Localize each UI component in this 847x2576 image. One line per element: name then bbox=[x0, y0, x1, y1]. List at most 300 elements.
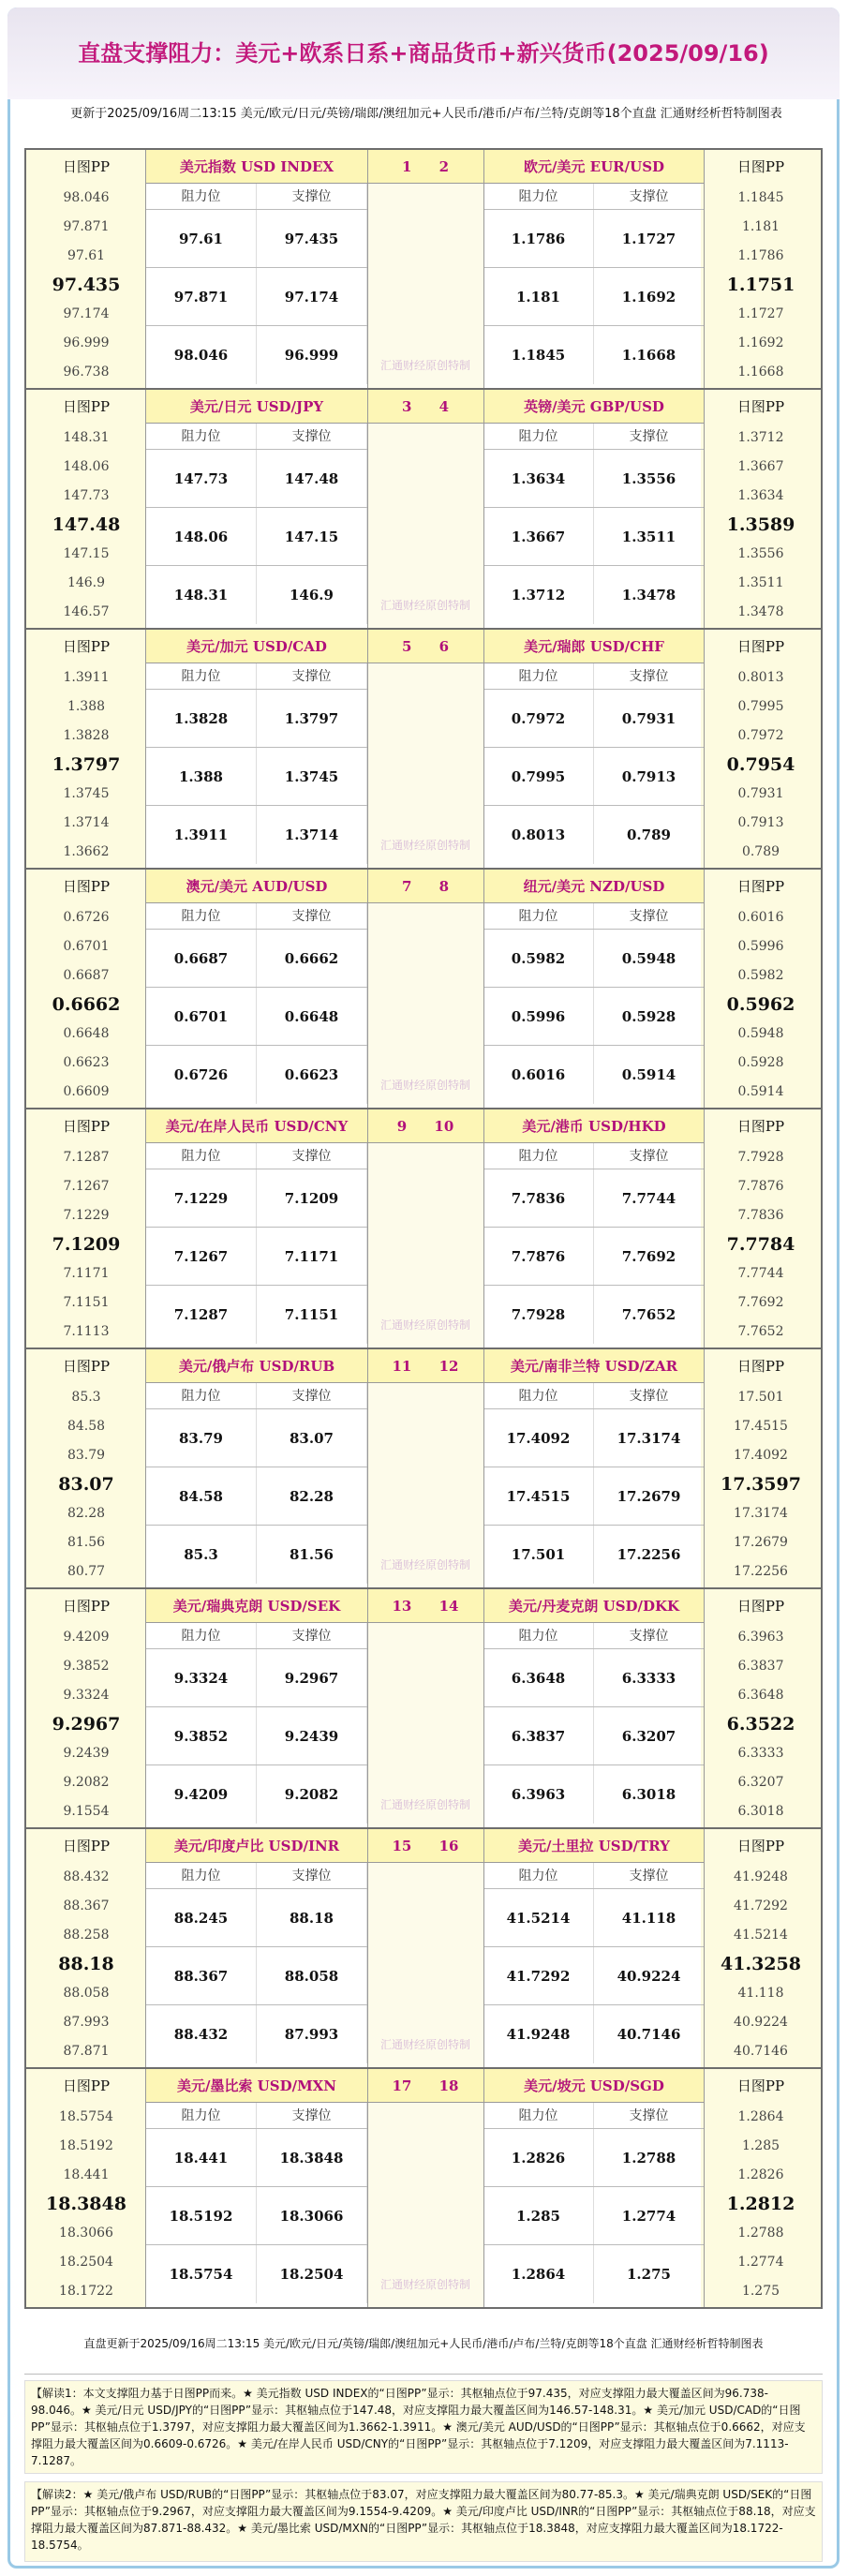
table-row bbox=[483, 930, 705, 988]
resistance-value: 0.7995 bbox=[483, 748, 594, 805]
resistance-header: 阻力位 bbox=[483, 424, 594, 449]
pair-title: 美元/坡元 USD/SGD bbox=[483, 2069, 705, 2103]
table-row bbox=[483, 1765, 705, 1824]
level-table bbox=[483, 663, 705, 864]
resistance-header: 阻力位 bbox=[483, 1383, 594, 1408]
pp-value: 80.77 bbox=[67, 1564, 106, 1579]
support-value: 0.6623 bbox=[257, 1046, 367, 1104]
divider bbox=[704, 870, 705, 1108]
support-value: 1.2788 bbox=[594, 2129, 705, 2186]
pp-value: 1.3511 bbox=[737, 575, 784, 590]
pp-value: 18.441 bbox=[63, 2167, 110, 2182]
table-row bbox=[146, 1228, 367, 1286]
pp-value: 7.1113 bbox=[63, 1324, 110, 1339]
divider bbox=[483, 1829, 484, 2067]
support-value: 41.118 bbox=[594, 1889, 705, 1946]
pp-value: 6.3648 bbox=[737, 1688, 784, 1703]
pp-value: 7.1151 bbox=[63, 1295, 110, 1310]
pair-title: 美元/印度卢比 USD/INR bbox=[146, 1829, 367, 1863]
block-numbers: 3 4 bbox=[367, 390, 483, 424]
support-header: 支撑位 bbox=[257, 1863, 367, 1888]
table-row bbox=[483, 1467, 705, 1526]
watermark: 汇通财经原创特制 bbox=[379, 359, 470, 372]
pp-column bbox=[701, 630, 821, 868]
pp-value: 18.1722 bbox=[59, 2284, 113, 2299]
divider bbox=[367, 1589, 368, 1827]
resistance-header: 阻力位 bbox=[146, 184, 257, 209]
divider bbox=[704, 1109, 705, 1348]
support-value: 18.3066 bbox=[257, 2187, 367, 2244]
support-value: 17.2679 bbox=[594, 1467, 705, 1525]
block-numbers: 11 12 bbox=[367, 1349, 483, 1383]
pp-header: 日图PP bbox=[736, 1838, 785, 1854]
support-value: 1.275 bbox=[594, 2245, 705, 2303]
table-row bbox=[483, 2005, 705, 2063]
pp-value: 9.3852 bbox=[63, 1659, 110, 1674]
support-value: 147.15 bbox=[257, 508, 367, 565]
table-row bbox=[146, 1707, 367, 1765]
pp-value: 0.7931 bbox=[737, 786, 784, 801]
pp-value: 6.3333 bbox=[737, 1746, 784, 1761]
support-value: 7.7652 bbox=[594, 1286, 705, 1344]
table-row bbox=[483, 988, 705, 1046]
support-value: 146.9 bbox=[257, 566, 367, 624]
pp-value: 0.5914 bbox=[737, 1084, 784, 1099]
resistance-value: 147.73 bbox=[146, 450, 257, 507]
pp-column bbox=[701, 1109, 821, 1348]
pp-value: 96.738 bbox=[63, 365, 110, 380]
block-numbers: 17 18 bbox=[367, 2069, 483, 2103]
divider bbox=[483, 870, 484, 1108]
support-value: 83.07 bbox=[257, 1409, 367, 1467]
support-value: 1.1727 bbox=[594, 210, 705, 267]
resistance-value: 1.3667 bbox=[483, 508, 594, 565]
table-header bbox=[483, 1143, 705, 1169]
resistance-value: 1.2826 bbox=[483, 2129, 594, 2186]
table-row bbox=[146, 2187, 367, 2245]
middle-column bbox=[367, 1623, 483, 1827]
resistance-header: 阻力位 bbox=[146, 903, 257, 929]
table-row bbox=[483, 1947, 705, 2005]
pair-title: 美元/港币 USD/HKD bbox=[483, 1109, 705, 1143]
pp-value: 9.1554 bbox=[63, 1804, 110, 1819]
pp-column bbox=[26, 870, 146, 1108]
pair-title: 美元/墨比索 USD/MXN bbox=[146, 2069, 367, 2103]
resistance-value: 97.871 bbox=[146, 268, 257, 325]
resistance-value: 88.245 bbox=[146, 1889, 257, 1946]
table-header bbox=[483, 903, 705, 930]
support-value: 7.1171 bbox=[257, 1228, 367, 1285]
watermark: 汇通财经原创特制 bbox=[379, 2278, 470, 2291]
level-table bbox=[483, 1383, 705, 1584]
pp-value: 148.31 bbox=[63, 430, 110, 445]
divider bbox=[704, 2069, 705, 2307]
pair-block bbox=[24, 1108, 823, 1349]
pp-value: 1.3662 bbox=[63, 844, 110, 859]
pp-value: 147.48 bbox=[52, 514, 121, 535]
note-1: 【解读1：本文支撑阻力基于日图PP而来。★ 美元指数 USD INDEX的“日图PP”显示：其枢轴点位于97.435，对应支撑阻力最大覆盖区间为96.738-98.046。★ 美元/日元 USD/JPY的“日图PP”显示：其枢轴点位于147.48，对应支撑阻力最大覆盖区间为146.57-148.31。★ 美元/加元 USD/CAD的“日图PP”显示：其枢轴点位于1.3797，对应支撑阻力最大覆盖区间为1.3662-1.3911。★ 澳元/美元 AUD/USD的“日图PP”显示：其枢轴点位于0.6662，对应支撑阻力最大覆盖区间为0.6609-0.6726。★ 美元/在岸人民币 USD/CNY的“日图PP”显示：其枢轴点位于7.1209，对应支撑阻力最大覆盖区间为7.1113-7.1287。 bbox=[24, 2380, 823, 2474]
support-value: 17.3174 bbox=[594, 1409, 705, 1467]
pp-header: 日图PP bbox=[62, 398, 111, 415]
pp-value: 40.7146 bbox=[734, 2044, 788, 2059]
pp-value: 1.1692 bbox=[737, 335, 784, 350]
level-table bbox=[483, 903, 705, 1104]
table-row bbox=[146, 1467, 367, 1526]
level-table bbox=[146, 1623, 367, 1824]
pp-header: 日图PP bbox=[62, 2077, 111, 2094]
resistance-value: 88.367 bbox=[146, 1947, 257, 2004]
block-numbers: 13 14 bbox=[367, 1589, 483, 1623]
table-header bbox=[146, 184, 367, 210]
page-subtitle: 更新于2025/09/16周二13:15 美元/欧元/日元/英镑/瑞郎/澳纽加元+人民币/港币/卢布/兰特/克朗等18个直盘 汇通财经析哲特制图表 bbox=[70, 107, 782, 121]
level-table bbox=[483, 424, 705, 624]
pp-value: 41.9248 bbox=[734, 1869, 788, 1884]
level-table bbox=[483, 184, 705, 384]
support-value: 18.2504 bbox=[257, 2245, 367, 2303]
support-value: 9.2439 bbox=[257, 1707, 367, 1764]
pair-title: 纽元/美元 NZD/USD bbox=[483, 870, 705, 903]
pp-value: 97.435 bbox=[52, 275, 121, 295]
table-row bbox=[146, 1526, 367, 1584]
support-value: 97.174 bbox=[257, 268, 367, 325]
pp-value: 0.5962 bbox=[726, 994, 795, 1015]
table-row bbox=[146, 1286, 367, 1344]
pp-header: 日图PP bbox=[736, 878, 785, 895]
pp-value: 0.6701 bbox=[63, 939, 110, 954]
pp-header: 日图PP bbox=[62, 1118, 111, 1135]
level-table bbox=[483, 1143, 705, 1344]
pp-value: 9.4209 bbox=[63, 1630, 110, 1645]
divider bbox=[483, 390, 484, 628]
support-value: 0.7913 bbox=[594, 748, 705, 805]
support-value: 1.3556 bbox=[594, 450, 705, 507]
table-row bbox=[146, 1169, 367, 1228]
table-row bbox=[146, 748, 367, 806]
pp-value: 1.2812 bbox=[726, 2194, 795, 2214]
pp-value: 1.3712 bbox=[737, 430, 784, 445]
support-header: 支撑位 bbox=[257, 2103, 367, 2128]
watermark: 汇通财经原创特制 bbox=[379, 1798, 470, 1811]
resistance-header: 阻力位 bbox=[146, 424, 257, 449]
support-value: 6.3207 bbox=[594, 1707, 705, 1764]
table-header bbox=[146, 424, 367, 450]
pp-column bbox=[26, 390, 146, 628]
table-row bbox=[146, 1765, 367, 1824]
table-row bbox=[146, 268, 367, 326]
pp-value: 83.07 bbox=[58, 1474, 114, 1495]
table-header bbox=[483, 2103, 705, 2129]
pp-value: 7.1171 bbox=[63, 1266, 110, 1281]
resistance-value: 18.5754 bbox=[146, 2245, 257, 2303]
divider bbox=[145, 1349, 146, 1587]
resistance-value: 17.4515 bbox=[483, 1467, 594, 1525]
pair-block bbox=[24, 148, 823, 390]
table-row bbox=[483, 1526, 705, 1584]
pair-block bbox=[24, 1827, 823, 2069]
pp-value: 7.1267 bbox=[63, 1179, 110, 1194]
support-header: 支撑位 bbox=[594, 424, 705, 449]
support-value: 147.48 bbox=[257, 450, 367, 507]
resistance-header: 阻力位 bbox=[483, 1623, 594, 1648]
table-row bbox=[483, 2245, 705, 2303]
resistance-value: 18.5192 bbox=[146, 2187, 257, 2244]
resistance-value: 83.79 bbox=[146, 1409, 257, 1467]
table-row bbox=[146, 690, 367, 748]
pp-value: 17.4092 bbox=[734, 1448, 788, 1463]
pp-column bbox=[26, 1349, 146, 1587]
middle-column bbox=[367, 1863, 483, 2067]
pair-title: 美元/在岸人民币 USD/CNY bbox=[146, 1109, 367, 1143]
pp-value: 1.285 bbox=[741, 2138, 780, 2153]
resistance-value: 148.31 bbox=[146, 566, 257, 624]
table-row bbox=[146, 326, 367, 384]
pair-title: 美元/土里拉 USD/TRY bbox=[483, 1829, 705, 1863]
table-row bbox=[146, 1649, 367, 1707]
resistance-value: 6.3963 bbox=[483, 1765, 594, 1824]
pp-value: 1.3667 bbox=[737, 459, 784, 474]
pp-value: 18.5754 bbox=[59, 2109, 113, 2124]
support-value: 96.999 bbox=[257, 326, 367, 384]
table-row bbox=[483, 210, 705, 268]
middle-column bbox=[367, 1383, 483, 1587]
pair-title: 美元/俄卢布 USD/RUB bbox=[146, 1349, 367, 1383]
resistance-value: 41.9248 bbox=[483, 2005, 594, 2063]
table-row bbox=[146, 2005, 367, 2063]
block-numbers: 1 2 bbox=[367, 150, 483, 184]
divider bbox=[367, 870, 368, 1108]
pp-value: 7.1287 bbox=[63, 1150, 110, 1165]
resistance-value: 1.3828 bbox=[146, 690, 257, 747]
table-row bbox=[146, 930, 367, 988]
table-row bbox=[483, 2187, 705, 2245]
pp-value: 17.3174 bbox=[734, 1506, 788, 1521]
pp-value: 9.2082 bbox=[63, 1775, 110, 1790]
table-row bbox=[146, 1889, 367, 1947]
pp-value: 0.8013 bbox=[737, 670, 784, 685]
pp-value: 98.046 bbox=[63, 190, 110, 205]
pp-value: 81.56 bbox=[67, 1535, 106, 1550]
table-row bbox=[483, 1286, 705, 1344]
support-value: 0.6662 bbox=[257, 930, 367, 987]
pp-header: 日图PP bbox=[736, 1598, 785, 1615]
pp-value: 41.118 bbox=[737, 1986, 784, 2001]
pp-value: 18.5192 bbox=[59, 2138, 113, 2153]
pp-value: 0.6662 bbox=[52, 994, 121, 1015]
pair-block bbox=[24, 388, 823, 630]
support-header: 支撑位 bbox=[594, 663, 705, 689]
watermark: 汇通财经原创特制 bbox=[379, 599, 470, 612]
table-row bbox=[483, 748, 705, 806]
pair-title: 英镑/美元 GBP/USD bbox=[483, 390, 705, 424]
pp-value: 7.7876 bbox=[737, 1179, 784, 1194]
level-table bbox=[483, 1863, 705, 2063]
pp-value: 18.3848 bbox=[46, 2194, 126, 2214]
support-value: 87.993 bbox=[257, 2005, 367, 2063]
resistance-value: 1.181 bbox=[483, 268, 594, 325]
table-row bbox=[483, 1409, 705, 1467]
support-header: 支撑位 bbox=[257, 424, 367, 449]
table-header bbox=[146, 663, 367, 690]
divider bbox=[704, 150, 705, 388]
pp-value: 9.2967 bbox=[52, 1714, 121, 1735]
pp-value: 1.3911 bbox=[63, 670, 110, 685]
pair-title: 美元/加元 USD/CAD bbox=[146, 630, 367, 663]
table-row bbox=[483, 268, 705, 326]
support-value: 81.56 bbox=[257, 1526, 367, 1584]
middle-column bbox=[367, 663, 483, 868]
table-row bbox=[146, 210, 367, 268]
resistance-value: 97.61 bbox=[146, 210, 257, 267]
pp-value: 88.058 bbox=[63, 1986, 110, 2001]
resistance-header: 阻力位 bbox=[483, 1143, 594, 1169]
pair-title: 美元/日元 USD/JPY bbox=[146, 390, 367, 424]
resistance-value: 9.3852 bbox=[146, 1707, 257, 1764]
resistance-header: 阻力位 bbox=[146, 663, 257, 689]
table-row bbox=[483, 1046, 705, 1104]
pp-value: 1.1845 bbox=[737, 190, 784, 205]
divider bbox=[367, 2069, 368, 2307]
table-header bbox=[146, 1383, 367, 1409]
pp-value: 9.2439 bbox=[63, 1746, 110, 1761]
table-row bbox=[483, 806, 705, 864]
support-value: 0.5948 bbox=[594, 930, 705, 987]
table-header bbox=[146, 1143, 367, 1169]
resistance-value: 6.3648 bbox=[483, 1649, 594, 1706]
resistance-header: 阻力位 bbox=[483, 1863, 594, 1888]
pp-value: 0.789 bbox=[741, 844, 780, 859]
support-value: 0.789 bbox=[594, 806, 705, 864]
pp-value: 97.174 bbox=[63, 306, 110, 321]
resistance-value: 148.06 bbox=[146, 508, 257, 565]
divider bbox=[145, 870, 146, 1108]
divider bbox=[367, 150, 368, 388]
divider bbox=[483, 630, 484, 868]
resistance-value: 88.432 bbox=[146, 2005, 257, 2063]
pair-title: 美元/瑞典克朗 USD/SEK bbox=[146, 1589, 367, 1623]
block-numbers: 9 10 bbox=[367, 1109, 483, 1143]
table-row bbox=[146, 2129, 367, 2187]
pp-value: 85.3 bbox=[71, 1390, 101, 1405]
pp-value: 147.15 bbox=[63, 546, 110, 561]
pp-value: 1.3589 bbox=[726, 514, 795, 535]
divider bbox=[145, 390, 146, 628]
support-value: 1.1668 bbox=[594, 326, 705, 384]
pp-value: 148.06 bbox=[63, 459, 110, 474]
pp-value: 87.993 bbox=[63, 2015, 110, 2030]
resistance-value: 41.7292 bbox=[483, 1947, 594, 2004]
table-row bbox=[146, 450, 367, 508]
watermark: 汇通财经原创特制 bbox=[379, 1079, 470, 1092]
level-table bbox=[483, 1623, 705, 1824]
level-table bbox=[483, 2103, 705, 2303]
resistance-value: 84.58 bbox=[146, 1467, 257, 1525]
pp-value: 88.367 bbox=[63, 1898, 110, 1913]
pp-value: 1.3634 bbox=[737, 488, 784, 503]
pp-column bbox=[26, 150, 146, 388]
pp-value: 82.28 bbox=[67, 1506, 106, 1521]
pp-value: 17.4515 bbox=[734, 1419, 788, 1434]
middle-column bbox=[367, 424, 483, 628]
pp-value: 7.7744 bbox=[737, 1266, 784, 1281]
resistance-header: 阻力位 bbox=[483, 2103, 594, 2128]
resistance-value: 0.6016 bbox=[483, 1046, 594, 1104]
pp-column bbox=[26, 630, 146, 868]
table-row bbox=[146, 2245, 367, 2303]
divider bbox=[145, 630, 146, 868]
resistance-value: 9.3324 bbox=[146, 1649, 257, 1706]
block-numbers: 7 8 bbox=[367, 870, 483, 903]
pp-value: 6.3837 bbox=[737, 1659, 784, 1674]
support-value: 88.18 bbox=[257, 1889, 367, 1946]
table-row bbox=[483, 2129, 705, 2187]
pp-value: 97.61 bbox=[67, 248, 106, 263]
pp-value: 83.79 bbox=[67, 1448, 106, 1463]
resistance-value: 18.441 bbox=[146, 2129, 257, 2186]
block-numbers: 15 16 bbox=[367, 1829, 483, 1863]
pair-block bbox=[24, 868, 823, 1109]
resistance-header: 阻力位 bbox=[146, 1383, 257, 1408]
pp-value: 146.9 bbox=[67, 575, 106, 590]
pp-value: 1.2774 bbox=[737, 2255, 784, 2270]
pp-value: 7.7652 bbox=[737, 1324, 784, 1339]
resistance-value: 0.7972 bbox=[483, 690, 594, 747]
resistance-value: 7.1229 bbox=[146, 1169, 257, 1227]
support-value: 7.7692 bbox=[594, 1228, 705, 1285]
support-value: 0.7931 bbox=[594, 690, 705, 747]
table-header bbox=[146, 1863, 367, 1889]
table-row bbox=[483, 508, 705, 566]
pp-column bbox=[701, 2069, 821, 2307]
support-value: 40.9224 bbox=[594, 1947, 705, 2004]
support-header: 支撑位 bbox=[257, 1623, 367, 1648]
resistance-header: 阻力位 bbox=[146, 1623, 257, 1648]
pp-value: 7.1229 bbox=[63, 1208, 110, 1223]
pp-value: 88.258 bbox=[63, 1928, 110, 1943]
pp-value: 0.6609 bbox=[63, 1084, 110, 1099]
pp-value: 1.2864 bbox=[737, 2109, 784, 2124]
support-value: 82.28 bbox=[257, 1467, 367, 1525]
resistance-value: 1.1845 bbox=[483, 326, 594, 384]
support-header: 支撑位 bbox=[594, 2103, 705, 2128]
pp-column bbox=[701, 1829, 821, 2067]
table-header bbox=[146, 1623, 367, 1649]
divider bbox=[704, 1589, 705, 1827]
pp-column bbox=[26, 2069, 146, 2307]
pp-value: 84.58 bbox=[67, 1419, 106, 1434]
support-value: 1.2774 bbox=[594, 2187, 705, 2244]
table-row bbox=[146, 1046, 367, 1104]
pp-column bbox=[701, 1589, 821, 1827]
support-header: 支撑位 bbox=[594, 1623, 705, 1648]
support-value: 0.5914 bbox=[594, 1046, 705, 1104]
resistance-header: 阻力位 bbox=[483, 903, 594, 929]
support-value: 97.435 bbox=[257, 210, 367, 267]
resistance-value: 1.285 bbox=[483, 2187, 594, 2244]
pp-value: 7.7928 bbox=[737, 1150, 784, 1165]
resistance-value: 1.3712 bbox=[483, 566, 594, 624]
table-row bbox=[146, 806, 367, 864]
support-value: 1.1692 bbox=[594, 268, 705, 325]
support-header: 支撑位 bbox=[257, 663, 367, 689]
pair-block bbox=[24, 2067, 823, 2309]
pp-value: 88.18 bbox=[58, 1954, 114, 1974]
resistance-value: 6.3837 bbox=[483, 1707, 594, 1764]
table-row bbox=[483, 690, 705, 748]
pp-value: 0.5982 bbox=[737, 968, 784, 983]
support-value: 1.3797 bbox=[257, 690, 367, 747]
resistance-value: 0.8013 bbox=[483, 806, 594, 864]
support-header: 支撑位 bbox=[594, 184, 705, 209]
